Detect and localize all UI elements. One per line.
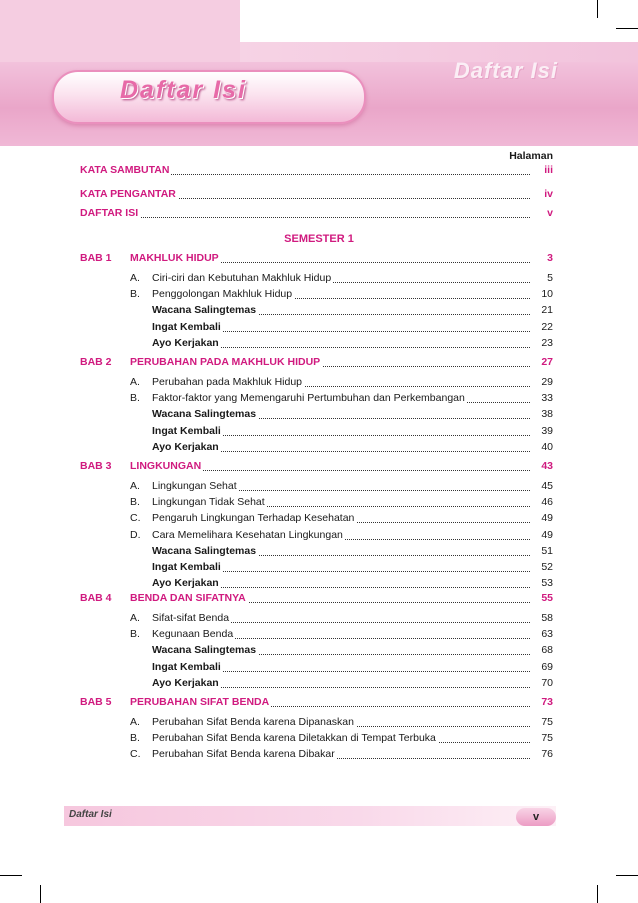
- toc-item[interactable]: [0, 440, 638, 455]
- toc-item[interactable]: [0, 544, 638, 559]
- toc-item-label: Pengaruh Lingkungan Terhadap Kesehatan: [152, 512, 355, 525]
- page-number: 53: [541, 577, 553, 590]
- toc-chapter[interactable]: [0, 251, 638, 266]
- toc-item-label: Wacana Salingtemas: [152, 544, 257, 557]
- toc-item-label: Ingat Kembali: [152, 660, 221, 673]
- page-number: 76: [541, 748, 553, 761]
- toc-item-label: Cara Memelihara Kesehatan Lingkungan: [152, 528, 343, 541]
- item-letter: D.: [130, 528, 141, 541]
- page-number: 51: [541, 544, 553, 557]
- page-number: iv: [544, 188, 553, 200]
- chapter-title: BENDA DAN SIFATNYA: [130, 592, 246, 604]
- toc-item-label: Wacana Salingtemas: [152, 304, 257, 317]
- header-ghost-title: Daftar Isi: [453, 58, 558, 83]
- toc-front-matter[interactable]: [0, 187, 638, 202]
- toc-item[interactable]: [0, 560, 638, 575]
- page-number: 73: [541, 696, 553, 708]
- page-number: 75: [541, 732, 553, 745]
- chapter-title: MAKHLUK HIDUP: [130, 252, 219, 264]
- item-letter: A.: [130, 612, 140, 624]
- page-number: 49: [541, 528, 553, 541]
- crop-mark: [616, 875, 638, 876]
- toc-item[interactable]: [0, 731, 638, 746]
- page-number: v: [547, 207, 553, 219]
- page-number: 52: [541, 561, 553, 573]
- toc-item[interactable]: [0, 611, 638, 626]
- crop-mark: [0, 875, 22, 876]
- item-letter: B.: [130, 732, 140, 745]
- toc-item[interactable]: [0, 336, 638, 351]
- page-number: 75: [541, 716, 553, 728]
- item-letter: B.: [130, 392, 140, 405]
- toc-front-matter[interactable]: [0, 206, 638, 221]
- chapter-title: PERUBAHAN PADA MAKHLUK HIDUP: [130, 356, 321, 368]
- semester-heading: SEMESTER 1: [284, 233, 354, 245]
- toc-item-label: Perubahan Sifat Benda karena Diletakkan di Tempat Terbuka: [152, 732, 436, 745]
- toc-item-label: Penggolongan Makhluk Hidup: [152, 288, 293, 301]
- item-letter: B.: [130, 496, 140, 509]
- toc-chapter[interactable]: [0, 695, 638, 710]
- front-matter-label: KATA SAMBUTAN: [80, 164, 170, 176]
- item-letter: B.: [130, 628, 140, 641]
- page-number: 58: [541, 612, 553, 624]
- page-title: Daftar Isi: [120, 76, 247, 104]
- page-number: 22: [541, 320, 553, 333]
- page-number: 5: [547, 272, 553, 284]
- crop-mark: [597, 0, 598, 18]
- item-letter: A.: [130, 480, 140, 492]
- toc-item-label: Wacana Salingtemas: [152, 644, 257, 657]
- crop-mark: [616, 28, 638, 29]
- page-number: 23: [541, 336, 553, 349]
- page-number: 55: [541, 592, 553, 604]
- chapter-number: BAB 4: [80, 592, 112, 604]
- page-number: iii: [544, 164, 553, 176]
- halaman-label: Halaman: [509, 150, 553, 162]
- toc-item-label: Ayo Kerjakan: [152, 676, 219, 689]
- toc-item[interactable]: [0, 528, 638, 543]
- toc-item[interactable]: [0, 391, 638, 406]
- crop-mark: [597, 885, 598, 903]
- toc-item[interactable]: [0, 676, 638, 691]
- header-banner-strip: [240, 42, 638, 62]
- toc-item[interactable]: [0, 479, 638, 494]
- toc-item-label: Kegunaan Benda: [152, 628, 234, 641]
- toc-item-label: Ingat Kembali: [152, 424, 221, 437]
- toc-item-label: Perubahan Sifat Benda karena Dipanaskan: [152, 716, 354, 728]
- toc-item-label: Lingkungan Tidak Sehat: [152, 496, 265, 509]
- page-number: 3: [547, 252, 553, 264]
- item-letter: A.: [130, 716, 140, 728]
- footer-bar: [64, 806, 556, 826]
- toc-item[interactable]: [0, 424, 638, 439]
- toc-chapter[interactable]: [0, 591, 638, 606]
- dot-leader: [80, 206, 530, 218]
- chapter-number: BAB 3: [80, 460, 112, 472]
- toc-item-label: Ayo Kerjakan: [152, 440, 219, 453]
- front-matter-label: DAFTAR ISI: [80, 207, 139, 219]
- toc-item[interactable]: [0, 511, 638, 526]
- chapter-title: LINGKUNGAN: [130, 460, 202, 472]
- toc-item-label: Wacana Salingtemas: [152, 408, 257, 421]
- page-number: 45: [541, 480, 553, 492]
- page-number: 33: [541, 392, 553, 405]
- toc-chapter[interactable]: [0, 355, 638, 370]
- page-number-badge: v: [516, 808, 556, 826]
- page-number: 49: [541, 512, 553, 525]
- toc-item[interactable]: [0, 303, 638, 318]
- page-number: 40: [541, 440, 553, 453]
- toc-item-label: Faktor-faktor yang Memengaruhi Pertumbuhan dan Perkembangan: [152, 392, 465, 405]
- page-number: 29: [541, 376, 553, 388]
- chapter-title: PERUBAHAN SIFAT BENDA: [130, 696, 270, 708]
- page-number: 68: [541, 644, 553, 657]
- toc-item[interactable]: [0, 271, 638, 286]
- chapter-number: BAB 1: [80, 252, 112, 264]
- page-number: 27: [541, 356, 553, 368]
- page-number: 70: [541, 676, 553, 689]
- toc-item[interactable]: [0, 407, 638, 422]
- toc-item-label: Ayo Kerjakan: [152, 577, 219, 590]
- toc-front-matter[interactable]: [0, 163, 638, 178]
- toc-item[interactable]: [0, 320, 638, 335]
- toc-chapter[interactable]: [0, 459, 638, 474]
- toc-item[interactable]: [0, 576, 638, 591]
- toc-item-label: Perubahan Sifat Benda karena Dibakar: [152, 748, 335, 761]
- header-banner-top: [0, 0, 240, 62]
- chapter-number: BAB 5: [80, 696, 112, 708]
- page-number: 69: [541, 660, 553, 673]
- item-letter: B.: [130, 288, 140, 301]
- toc-item[interactable]: [0, 495, 638, 510]
- page-number: 43: [541, 460, 553, 472]
- item-letter: A.: [130, 272, 140, 284]
- toc-item-label: Ciri-ciri dan Kebutuhan Makhluk Hidup: [152, 272, 332, 284]
- footer-label: Daftar Isi: [69, 809, 112, 820]
- toc-item[interactable]: [0, 660, 638, 675]
- crop-mark: [40, 885, 41, 903]
- toc-item[interactable]: [0, 715, 638, 730]
- item-letter: C.: [130, 748, 141, 761]
- toc-item-label: Ayo Kerjakan: [152, 336, 219, 349]
- toc-item[interactable]: [0, 747, 638, 762]
- item-letter: A.: [130, 376, 140, 388]
- toc-item[interactable]: [0, 375, 638, 390]
- page-number: 21: [541, 304, 553, 317]
- page-number: 38: [541, 408, 553, 421]
- page-number: 46: [541, 496, 553, 509]
- chapter-number: BAB 2: [80, 356, 112, 368]
- page-number: 10: [541, 288, 553, 301]
- toc-item-label: Sifat-sifat Benda: [152, 612, 230, 624]
- toc-item-label: Lingkungan Sehat: [152, 480, 237, 492]
- toc-item-label: Ingat Kembali: [152, 320, 221, 333]
- toc-item[interactable]: [0, 643, 638, 658]
- front-matter-label: KATA PENGANTAR: [80, 188, 176, 200]
- toc-item[interactable]: [0, 287, 638, 302]
- toc-item-label: Perubahan pada Makhluk Hidup: [152, 376, 303, 388]
- item-letter: C.: [130, 512, 141, 525]
- toc-item-label: Ingat Kembali: [152, 561, 221, 573]
- toc-item[interactable]: [0, 627, 638, 642]
- page-number: 39: [541, 424, 553, 437]
- page-number: 63: [541, 628, 553, 641]
